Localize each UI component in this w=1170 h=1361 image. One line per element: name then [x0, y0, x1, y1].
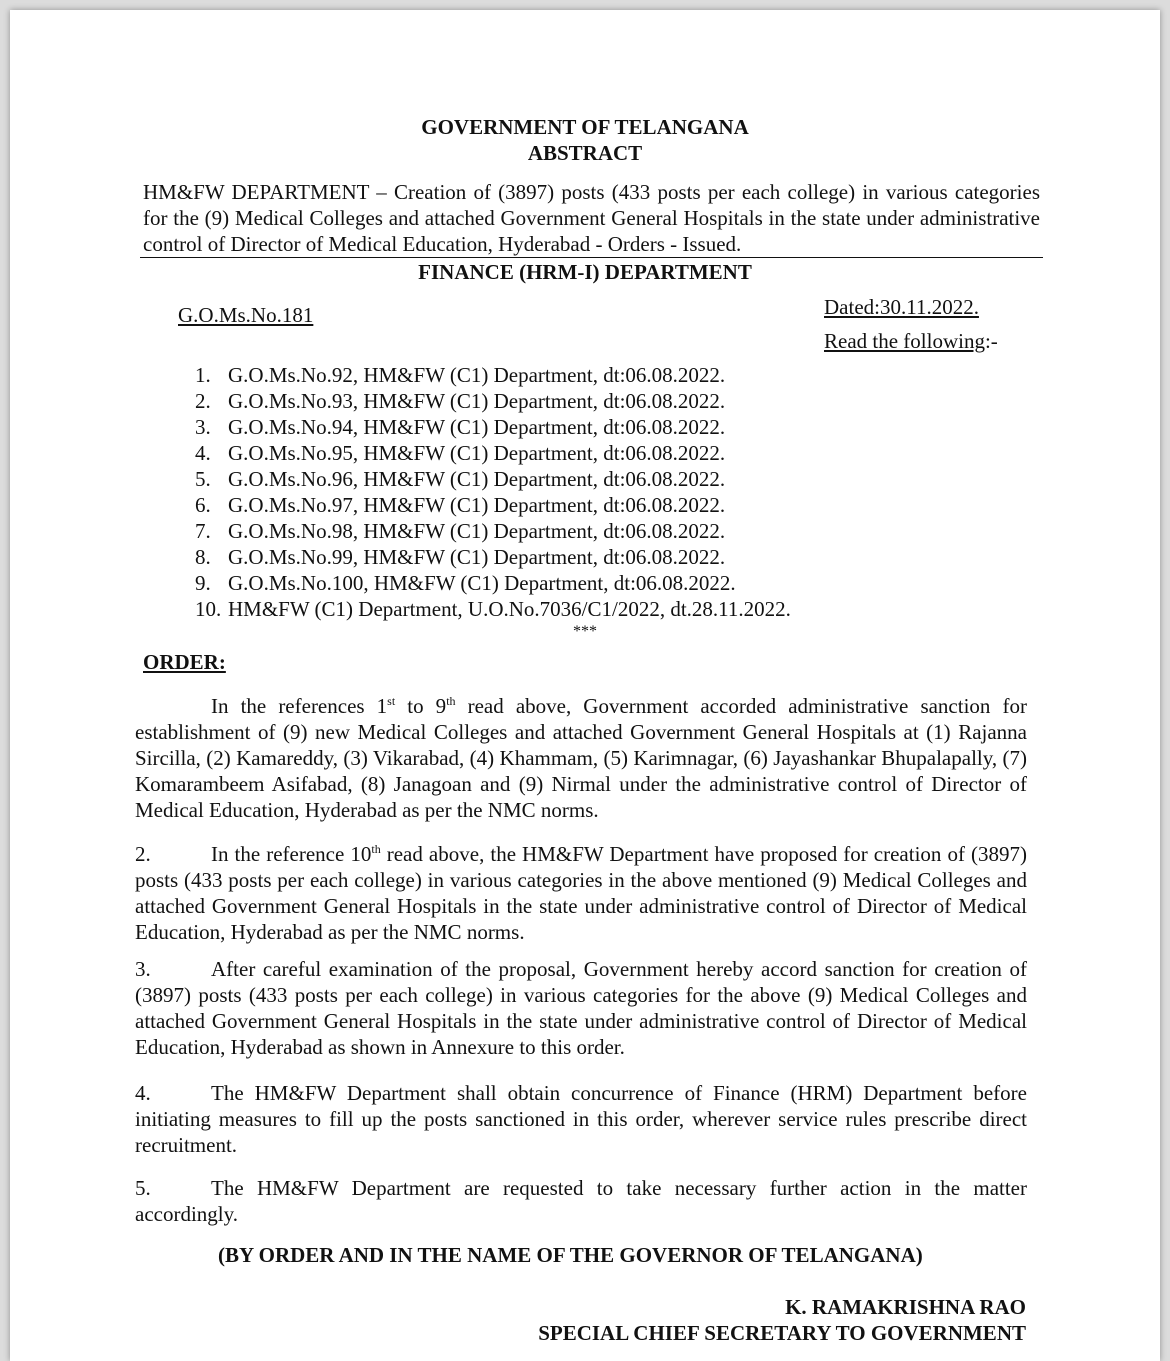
go-number: G.O.Ms.No.181 — [178, 303, 314, 327]
reference-item: 6. G.O.Ms.No.97, HM&FW (C1) Department, dt:06.08.2022. — [195, 493, 726, 517]
order-heading: ORDER: — [143, 650, 226, 674]
read-following-suffix: :- — [984, 329, 998, 353]
reference-item: 3. G.O.Ms.No.94, HM&FW (C1) Department, dt:06.08.2022. — [195, 415, 726, 439]
read-following — [824, 328, 998, 354]
reference-item: 4. G.O.Ms.No.95, HM&FW (C1) Department, dt:06.08.2022. — [195, 441, 726, 465]
separator-stars: *** — [573, 623, 597, 640]
reference-item: 2. G.O.Ms.No.93, HM&FW (C1) Department, dt:06.08.2022. — [195, 389, 726, 413]
order-paragraph-4: 4. The HM&FW Department shall obtain concurrence of Finance (HRM) Department before initiating measures to fill up the posts sanctioned in this order, wherever service rules prescribe direct recruitment. — [135, 1081, 1027, 1157]
go-date: Dated:30.11.2022. — [824, 295, 979, 319]
order-paragraph-5: 5. The HM&FW Department are requested to take necessary further action in the matter accordingly. — [135, 1176, 1027, 1226]
reference-item: 1. G.O.Ms.No.92, HM&FW (C1) Department, dt:06.08.2022. — [195, 363, 726, 387]
reference-item: 8. G.O.Ms.No.99, HM&FW (C1) Department, dt:06.08.2022. — [195, 545, 726, 569]
reference-item: 10. HM&FW (C1) Department, U.O.No.7036/C1/2022, dt.28.11.2022. — [195, 597, 791, 621]
document-page — [10, 10, 1160, 1361]
order-paragraph-1: In the references 1st to 9th read above, Government accorded administrative sanction for establishment of (9) new Medical Colleges and attached Government General Hospitals at (1) Rajanna Sircilla, (2) Kamareddy, (3) Vikarabad, (4) Khammam, (5) Karimnagar, (6) Jayashankar Bhupalapally, (7) Komarambeem Asifabad, (8) Janagoan and (9) Nirmal under the administrative control of Director of Medical Education, Hyderabad as per the NMC norms. — [135, 694, 1027, 822]
abstract-label: ABSTRACT — [527, 141, 643, 165]
subject-divider — [140, 257, 1043, 258]
gov-title: GOVERNMENT OF TELANGANA — [421, 115, 749, 139]
order-paragraph-3: 3. After careful examination of the proposal, Government hereby accord sanction for creation of (3897) posts (433 posts per each college) in various categories for the above (9) Medical Colleges and attached Government General Hospitals in the state under administrative control of Director of Medical Education, Hyderabad as shown in Annexure to this order. — [135, 957, 1027, 1059]
finance-department-heading: FINANCE (HRM-I) DEPARTMENT — [418, 260, 752, 284]
reference-item: 5. G.O.Ms.No.96, HM&FW (C1) Department, dt:06.08.2022. — [195, 467, 726, 491]
signatory-title: SPECIAL CHIEF SECRETARY TO GOVERNMENT — [538, 1321, 1026, 1345]
subject-text: HM&FW DEPARTMENT – Creation of (3897) posts (433 posts per each college) in various categories for the (9) Medical Colleges and attached Government General Hospitals in the state under administrative control of Director of Medical Education, Hyderabad - Orders - Issued. — [143, 180, 1040, 256]
order-paragraph-2: 2. In the reference 10th read above, the HM&FW Department have proposed for creation of (3897) posts (433 posts per each college) in various categories in the above mentioned (9) Medical Colleges and attached Government General Hospitals in the state under administrative control of Director of Medical Education, Hyderabad as per the NMC norms. — [135, 842, 1027, 944]
reference-item: 7. G.O.Ms.No.98, HM&FW (C1) Department, dt:06.08.2022. — [195, 519, 726, 543]
signatory-name: K. RAMAKRISHNA RAO — [785, 1295, 1026, 1319]
by-order-line: (BY ORDER AND IN THE NAME OF THE GOVERNOR OF TELANGANA) — [218, 1243, 923, 1267]
reference-item: 9. G.O.Ms.No.100, HM&FW (C1) Department, dt:06.08.2022. — [195, 571, 736, 595]
read-following-label: Read the following — [824, 329, 985, 353]
